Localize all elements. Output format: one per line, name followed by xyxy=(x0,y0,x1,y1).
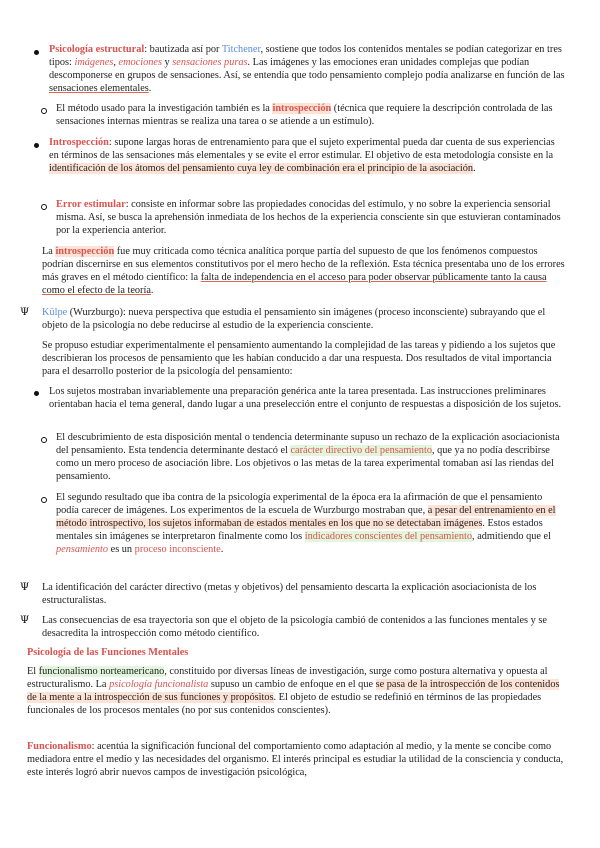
bullet-ring-icon xyxy=(41,497,47,503)
bullet-ring-icon xyxy=(41,108,47,114)
error-estimular-item xyxy=(56,198,565,237)
text-run: es un xyxy=(108,544,135,556)
text-run: . xyxy=(473,163,476,175)
bullet-ring-icon xyxy=(41,437,47,443)
kulpe-name: Külpe xyxy=(42,307,68,318)
text-run: (técnica que requiere la descripción controlada de las sensaciones internas mientras se realiza una tarea o se atiende a un estímulo). xyxy=(56,103,553,128)
text-run: : bautizada así por xyxy=(144,44,222,55)
text-run: El método usado para la investigación también es la xyxy=(56,103,273,114)
psi-icon: Ψ xyxy=(20,614,30,626)
caracter-directivo-highlight: carácter directivo del pensamiento xyxy=(290,445,432,457)
propuso-paragraph xyxy=(42,339,565,378)
bullet-dot-icon xyxy=(34,50,39,55)
descubrimiento-item xyxy=(56,431,565,483)
psicologia-funcionalista-term: psicología funcionalista xyxy=(109,679,209,691)
text-run: , constituido por diversas líneas de investigación, surge como postura alternativa y opuesta al estructuralismo. La xyxy=(27,666,548,691)
identificacion-item xyxy=(42,581,565,607)
indicadores-highlight: indicadores conscientes del pensamiento xyxy=(304,531,473,543)
sensaciones-puras-term: sensaciones puras xyxy=(172,57,248,69)
introspeccion-funciones-highlight: se pasa de la introspección de los contenidos de la mente a la introspección de sus funciones y propósitos xyxy=(27,679,560,704)
funcionalismo-paragraph xyxy=(27,740,565,779)
introspeccion-term: introspección xyxy=(55,246,115,257)
atomos-highlight: identificación de los átomos del pensamiento cuya ley de combinación era el principio de la asociación xyxy=(49,163,474,175)
psi-icon: Ψ xyxy=(20,306,30,318)
text-run: El segundo resultado que iba contra de la psicología experimental de la época era la afirmación de que el pensamiento podía carecer de imágenes. Los experimentos de la escuela de Wurzburgo mostraban que, xyxy=(56,492,543,517)
psi-icon: Ψ xyxy=(20,581,30,593)
text-run: . Las imágenes y las emociones eran unidades complejas que podían descomponerse en grupos de sensaciones. Así, se entendía que todo pensamiento complejo podía analizarse en función de las xyxy=(49,57,565,82)
bullet-dot-icon xyxy=(34,391,39,396)
proceso-inconsciente-term: proceso inconsciente xyxy=(134,544,221,556)
text-run: La xyxy=(42,246,56,257)
consecuencias-item xyxy=(42,614,565,640)
text-run: supuso un cambio de enfoque en el que xyxy=(208,679,376,691)
imagenes-term: imágenes xyxy=(74,57,114,69)
error-estimular-term: Error estimular xyxy=(56,199,126,210)
text-run: , xyxy=(113,57,119,69)
metodo-item xyxy=(56,102,565,128)
psicologia-estructural-item xyxy=(49,43,565,95)
text-run: El xyxy=(27,666,39,677)
funcionalismo-na-highlight: funcionalismo norteamericano xyxy=(38,666,165,677)
text-run: y xyxy=(161,57,173,69)
text-run: , admitiendo que el xyxy=(472,531,551,543)
propuso-text: Se propuso estudiar experimentalmente el pensamiento aumentando la complejidad de las tareas y pidiendo a los sujetos que describieran los procesos de pensamiento que les habían conducido a dar una respuesta. Dos resultados de vital importancia para el desarrollo posterior de la psicología del pensamiento: xyxy=(42,340,556,378)
falta-independencia-underline: falta de independencia en el acceso para poder observar públicamente tanto la causa como el efecto de la teoría xyxy=(42,272,547,297)
text-run: , que ya no podía describirse como un mero proceso de asociación libre. Los objetivos o las metas de la tarea experimental tomaban así las riendas del pensamiento. xyxy=(56,445,554,483)
pensamiento-term: pensamiento xyxy=(56,544,109,556)
text-run: : consiste en informar sobre las propiedades conocidas del estímulo, y no sobre la experiencia sensorial misma. Así, se busca la aprehensión inmediata de los hechos de la experiencia consciente sin que estuvieran contaminados por la experiencia anterior. xyxy=(56,199,561,237)
text-run: . Estos estados mentales sin imágenes se interpretaron finalmente como los xyxy=(56,518,543,543)
bullet-dot-icon xyxy=(34,143,39,148)
titchener-name: Titchener xyxy=(221,44,261,55)
text-run: : supone largas horas de entrenamiento para que el sujeto experimental pueda dar cuenta de sus experiencias en términos de las sensaciones más elementales y se evite el error estimular. El objetivo de esta metodología consiste en la xyxy=(49,137,555,162)
text-run: El descubrimiento de esta disposición mental o tendencia determinante supuso un rechazo de la explicación asociacionista del pensamiento. Esta tendencia determinante destacó el xyxy=(56,432,560,457)
critica-paragraph xyxy=(42,245,565,297)
emociones-term: emociones xyxy=(118,57,162,69)
introspeccion-term: Introspección xyxy=(49,137,109,148)
consecuencias-text: Las consecuencias de esa trayectoria son que el objeto de la psicología cambió de contenidos a las funciones mentales y se desacredita la introspección como método científico. xyxy=(42,615,547,640)
text-run: fue muy criticada como técnica analítica porque partía del supuesto de que los fenómenos compuestos podrían discernirse en sus elementos constitutivos por el mero hecho de la reflexión. Esta técnica presentaba uno de los errores más graves en el método científico: la xyxy=(42,246,565,284)
segundo-resultado-item xyxy=(56,491,565,556)
kulpe-item xyxy=(42,306,565,332)
identificacion-text: La identificación del carácter directivo (metas y objetivos) del pensamiento descarta la explicación asociacionista de los estructuralistas. xyxy=(42,582,537,607)
sin-imagenes-highlight: a pesar del entrenamiento en el método introspectivo, los sujetos informaban de estados mentales en los que no se detectaban imágenes xyxy=(56,505,556,530)
introspeccion-term: introspección xyxy=(272,103,332,114)
introspeccion-item xyxy=(49,136,565,175)
text-run: . xyxy=(150,285,154,297)
text-run: , sostiene que todos los contenidos mentales se podían categorizar en tres tipos: xyxy=(49,44,562,69)
text-run: (Wurzburgo): nueva perspectiva que estudia el pensamiento sin imágenes (proceso inconsciente) subrayando que el objeto de la psicología no debe reducirse al estudio de la experiencia consciente. xyxy=(42,307,546,332)
resultado-1-text: Los sujetos mostraban invariablemente una preparación genérica ante la tarea presentada. Las instrucciones preliminares orientaban hacia el tema general, dando lugar a una preselección entre el conjunto de respuestas a disposición de los sujetos. xyxy=(49,386,562,411)
section-heading: Psicología de las Funciones Mentales xyxy=(27,647,189,658)
funcionalismo-na-paragraph xyxy=(27,665,565,717)
text-run: : acentúa la significación funcional del comportamiento como adaptación al medio, y la mente se concibe como mediadora entre el medio y las necesidades del organismo. El interés principal es estudiar la utilidad de la consciencia y conducta, este interés logró abrir nuevos campos de investigación psicológica, xyxy=(27,741,564,779)
text-run: . xyxy=(148,83,152,95)
text-run: . El objeto de estudio se redefinió en términos de las propiedades funcionales de los procesos mentales (no por sus contenidos conscientes). xyxy=(27,692,542,717)
funcionalismo-term: Funcionalismo xyxy=(27,741,92,752)
text-run: . xyxy=(220,544,224,556)
sensaciones-elementales-term: sensaciones elementales xyxy=(49,83,149,95)
resultado-1-item xyxy=(49,385,565,411)
bullet-ring-icon xyxy=(41,204,47,210)
psicologia-estructural-term: Psicología estructural xyxy=(49,44,145,55)
